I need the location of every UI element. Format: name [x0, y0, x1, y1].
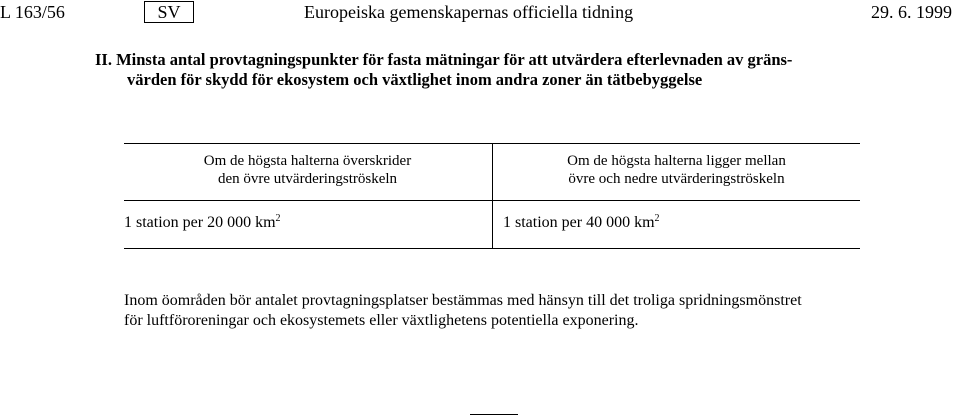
footer-rule — [470, 414, 518, 415]
column-header-1-line-2: den övre utvärderingströskeln — [217, 171, 398, 187]
table-cell-1-text: 1 station per 20 000 km — [124, 214, 276, 231]
publication-date: 29. 6. 1999 — [871, 2, 952, 22]
column-header-2-line-2: övre och nedre utvärderingströskeln — [568, 171, 785, 187]
table-header-rule — [124, 200, 860, 201]
note-paragraph — [124, 291, 884, 331]
table-cell-2-superscript: 2 — [654, 213, 660, 224]
table-cell-2 — [503, 213, 660, 232]
note-line-1: Inom öområden bör antalet provtagningsplatser bestämmas med hänsyn till det troliga spridningsmönstret — [124, 292, 802, 309]
table-column-header-2 — [493, 152, 860, 188]
table-cell-2-text: 1 station per 40 000 km — [503, 214, 655, 231]
table-column-header-1 — [124, 152, 491, 188]
table-cell-1 — [124, 213, 281, 232]
table-cell-1-superscript: 2 — [275, 213, 281, 224]
publication-title: Europeiska gemenskapernas officiella tidning — [304, 2, 634, 22]
page-header — [0, 0, 960, 26]
language-badge: SV — [144, 1, 194, 23]
column-header-2-line-1: Om de högsta halterna ligger mellan — [567, 153, 786, 169]
note-line-2: för luftföroreningar och ekosystemets eller växtlighetens potentiella exponering. — [124, 312, 639, 329]
section-heading-line-2: värden för skydd för ekosystem och växtlighet inom andra zoner än tätbebyggelse — [127, 70, 703, 89]
table-bottom-rule — [124, 248, 860, 249]
section-heading — [95, 50, 945, 90]
section-heading-line-1: II. Minsta antal provtagningspunkter för fasta mätningar för att utvärdera efterlevnaden av gräns- — [95, 50, 793, 69]
column-header-1-line-1: Om de högsta halterna överskrider — [203, 153, 412, 169]
page-reference: L 163/56 — [0, 2, 65, 22]
